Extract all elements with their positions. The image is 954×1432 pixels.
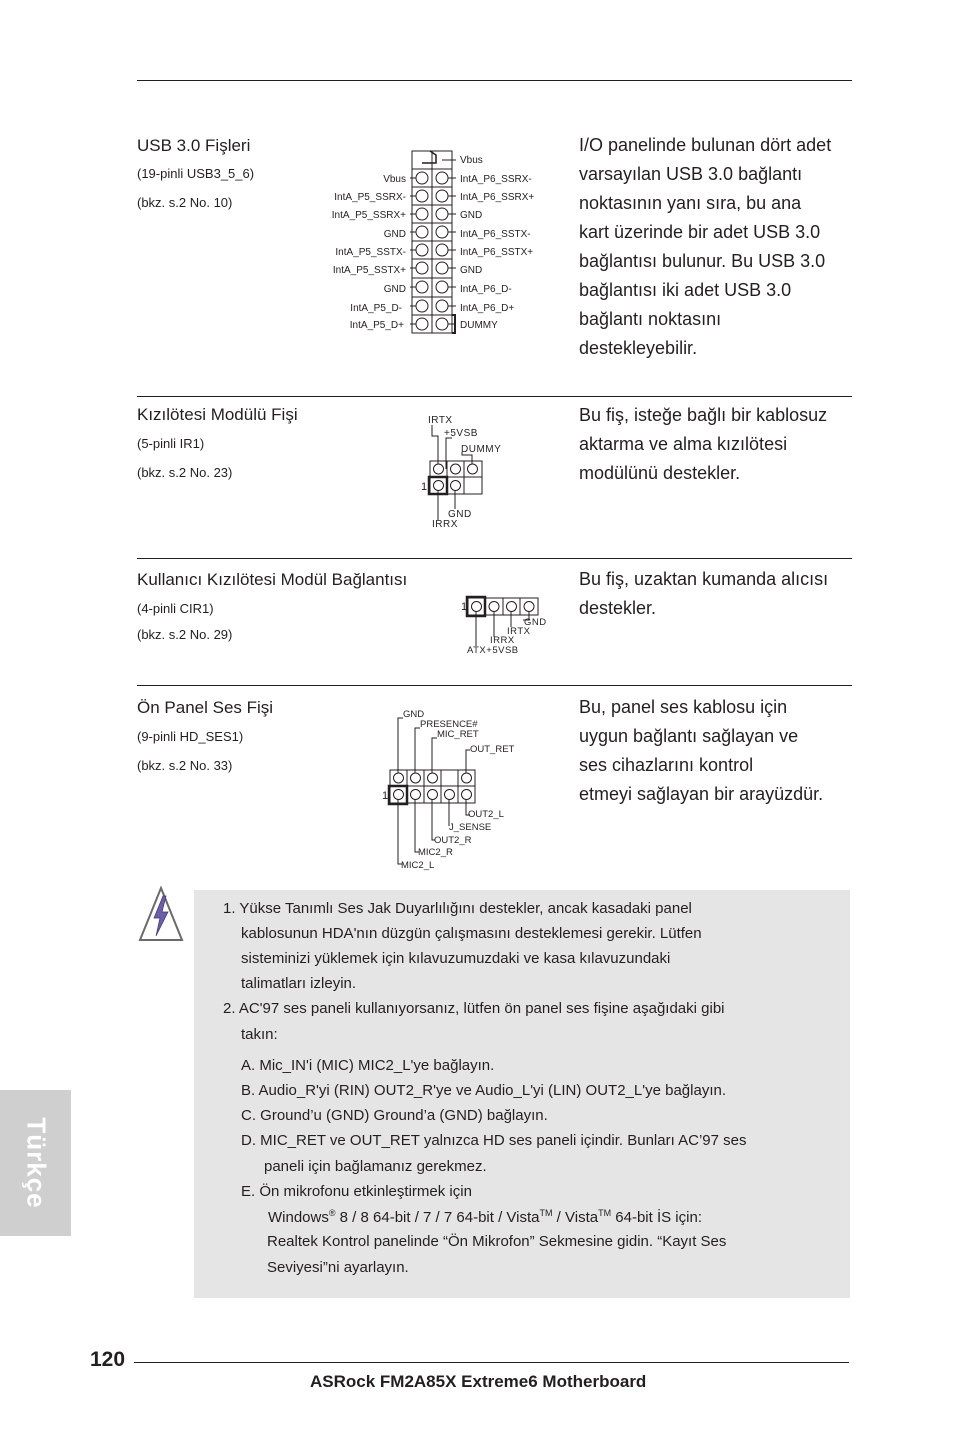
note-line: B. Audio_R'yi (RIN) OUT2_R'ye ve Audio_L'yi (LIN) OUT2_L'ye bağlayın. [241,1082,726,1099]
audio-label-j-sense: J_SENSE [449,822,492,833]
note-line: sisteminizi yüklemek için kılavuzumuzdaki ve kasa kılavuzundaki [241,950,671,967]
note-windows-line [268,1208,702,1226]
usb3-left-pin-label: Vbus [383,174,406,185]
usb3-right-pin-label: IntA_P6_SSTX- [460,229,531,240]
usb3-desc-line: bağlantı noktasını [579,309,722,329]
cir-label-gnd: GND [524,617,547,628]
registered-mark: ® [328,1208,336,1218]
cir-pin1-label: 1 [461,601,468,613]
usb3-left-pin-label: GND [383,229,406,240]
usb3-left-pin-label: IntA_P5_D- [350,303,402,314]
note-line: talimatları izleyin. [241,975,357,992]
audio-title: Ön Panel Ses Fişi [137,698,274,717]
usb3-desc-line: I/O panelinde bulunan dört adet [579,135,832,155]
audio-label-out-ret: OUT_RET [470,744,515,755]
audio-label-gnd: GND [403,709,425,720]
audio-pins: (9-pinli HD_SES1) [137,729,244,744]
usb3-left-pin-label: IntA_P5_SSTX- [335,247,406,258]
audio-ref: (bkz. s.2 No. 33) [137,758,233,773]
note-line: kablosunun HDA'nın düzgün çalışmasını desteklemesi gerekir. Lütfen [241,925,702,942]
usb3-right-pin-label: DUMMY [460,320,498,331]
usb3-right-pin-label: IntA_P6_SSRX- [460,174,532,185]
note-line: takın: [241,1026,278,1043]
usb3-right-pin-label: IntA_P6_SSTX+ [460,247,534,258]
ir-label-dummy: DUMMY [461,444,502,455]
note-line: A. Mic_IN'i (MIC) MIC2_L'ye bağlayın. [241,1057,495,1074]
page-number: 120 [90,1348,126,1371]
usb3-desc-line: varsayılan USB 3.0 bağlantı [579,164,803,184]
vista-text: / Vista [552,1209,599,1226]
note-line: C. Ground’u (GND) Ground’a (GND) bağlayın. [241,1107,548,1124]
note-line: E. Ön mikrofonu etkinleştirmek için [241,1183,472,1200]
os-suffix: 64-bit İS için: [611,1209,702,1226]
audio-label-mic2-r: MIC2_R [418,847,453,858]
ir-label-irtx: IRTX [428,415,453,426]
ir-desc-line: Bu fiş, isteğe bağlı bir kablosuz [579,405,828,425]
cir-pins: (4-pinli CIR1) [137,601,214,616]
usb3-left-pin-label: IntA_P5_SSRX- [334,192,406,203]
usb3-pins: (19-pinli USB3_5_6) [137,166,255,181]
audio-label-out2-r: OUT2_R [434,835,472,846]
audio-desc-line: uygun bağlantı sağlayan ve [579,726,799,746]
audio-desc-line: etmeyi sağlayan bir arayüzdür. [579,784,824,804]
cir-label-irtx: IRTX [507,626,531,637]
cir-desc-line: destekler. [579,598,657,618]
usb3-left-pin-label: IntA_P5_SSRX+ [331,210,406,221]
note-line: paneli için bağlamanız gerekmez. [264,1158,487,1175]
cir-ref: (bkz. s.2 No. 29) [137,627,233,642]
note-line: 1. Yükse Tanımlı Ses Jak Duyarlılığını destekler, ancak kasadaki panel [223,900,692,917]
ir-label-gnd: GND [448,509,472,520]
usb3-desc-line: destekleyebilir. [579,338,698,358]
ir-title: Kızılötesi Modülü Fişi [137,405,298,424]
ir-label-5vsb: +5VSB [444,428,478,439]
audio-desc-line: Bu, panel ses kablosu için [579,697,788,717]
ir-label-irrx: IRRX [432,519,458,530]
usb3-right-pin-label: IntA_P6_D- [460,284,512,295]
note-line: D. MIC_RET ve OUT_RET yalnızca HD ses paneli içindir. Bunları AC’97 ses [241,1132,747,1149]
footer-title: ASRock FM2A85X Extreme6 Motherboard [310,1372,647,1391]
footer-rule [134,1362,849,1363]
ir-desc-line: modülünü destekler. [579,463,741,483]
usb3-left-pin-label: GND [383,284,406,295]
usb3-desc-line: noktasının yanı sıra, bu ana [579,193,802,213]
note-line: 2. AC'97 ses paneli kullanıyorsanız, lütfen ön panel ses fişine aşağıdaki gibi [223,1000,725,1017]
ir-ref: (bkz. s.2 No. 23) [137,465,233,480]
audio-desc-line: ses cihazlarını kontrol [579,755,754,775]
ir-desc-line: aktarma ve alma kızılötesi [579,434,788,454]
cir-label-irrx: IRRX [490,635,515,646]
usb3-right-pin-label: IntA_P6_D+ [460,303,515,314]
windows-versions: 8 / 8 64-bit / 7 / 7 64-bit / Vista [335,1209,540,1226]
ir-pin1-label: 1 [421,481,428,493]
language-side-label: Türkçe [21,1117,52,1209]
audio-label-mic-ret: MIC_RET [437,729,479,740]
usb3-ref: (bkz. s.2 No. 10) [137,195,233,210]
note-line: Realtek Kontrol panelinde “Ön Mikrofon” Sekmesine gidin. “Kayıt Ses [267,1233,727,1250]
trademark-mark: TM [539,1208,553,1218]
ir-pins: (5-pinli IR1) [137,436,205,451]
usb3-desc-line: bağlantısı iki adet USB 3.0 [579,280,792,300]
audio-label-out2-l: OUT2_L [468,809,504,820]
usb3-title: USB 3.0 Fişleri [137,136,251,155]
cir-desc-line: Bu fiş, uzaktan kumanda alıcısı [579,569,829,589]
cir-title: Kullanıcı Kızılötesi Modül Bağlantısı [137,570,408,589]
usb3-left-pin-label: IntA_P5_D+ [349,320,404,331]
usb3-desc-line: bağlantısı bulunur. Bu USB 3.0 [579,251,826,271]
audio-label-mic2-l: MIC2_L [401,860,435,871]
usb3-right-pin-label: GND [460,265,483,276]
trademark-mark: TM [598,1208,612,1218]
warning-lightning-icon [136,884,186,946]
audio-label-presence: PRESENCE# [420,719,478,730]
usb3-right-pin-label: IntA_P6_SSRX+ [460,192,535,203]
audio-pin1-label: 1 [382,790,389,802]
note-line: Seviyesi”ni ayarlayın. [267,1259,409,1276]
usb3-desc-line: kart üzerinde bir adet USB 3.0 [579,222,821,242]
usb3-right-pin-label: GND [460,210,483,221]
usb3-top-pin-label: Vbus [460,155,483,166]
cir-label-atx5vsb: ATX+5VSB [467,645,519,656]
usb3-left-pin-label: IntA_P5_SSTX+ [332,265,406,276]
windows-text: Windows [268,1209,329,1226]
